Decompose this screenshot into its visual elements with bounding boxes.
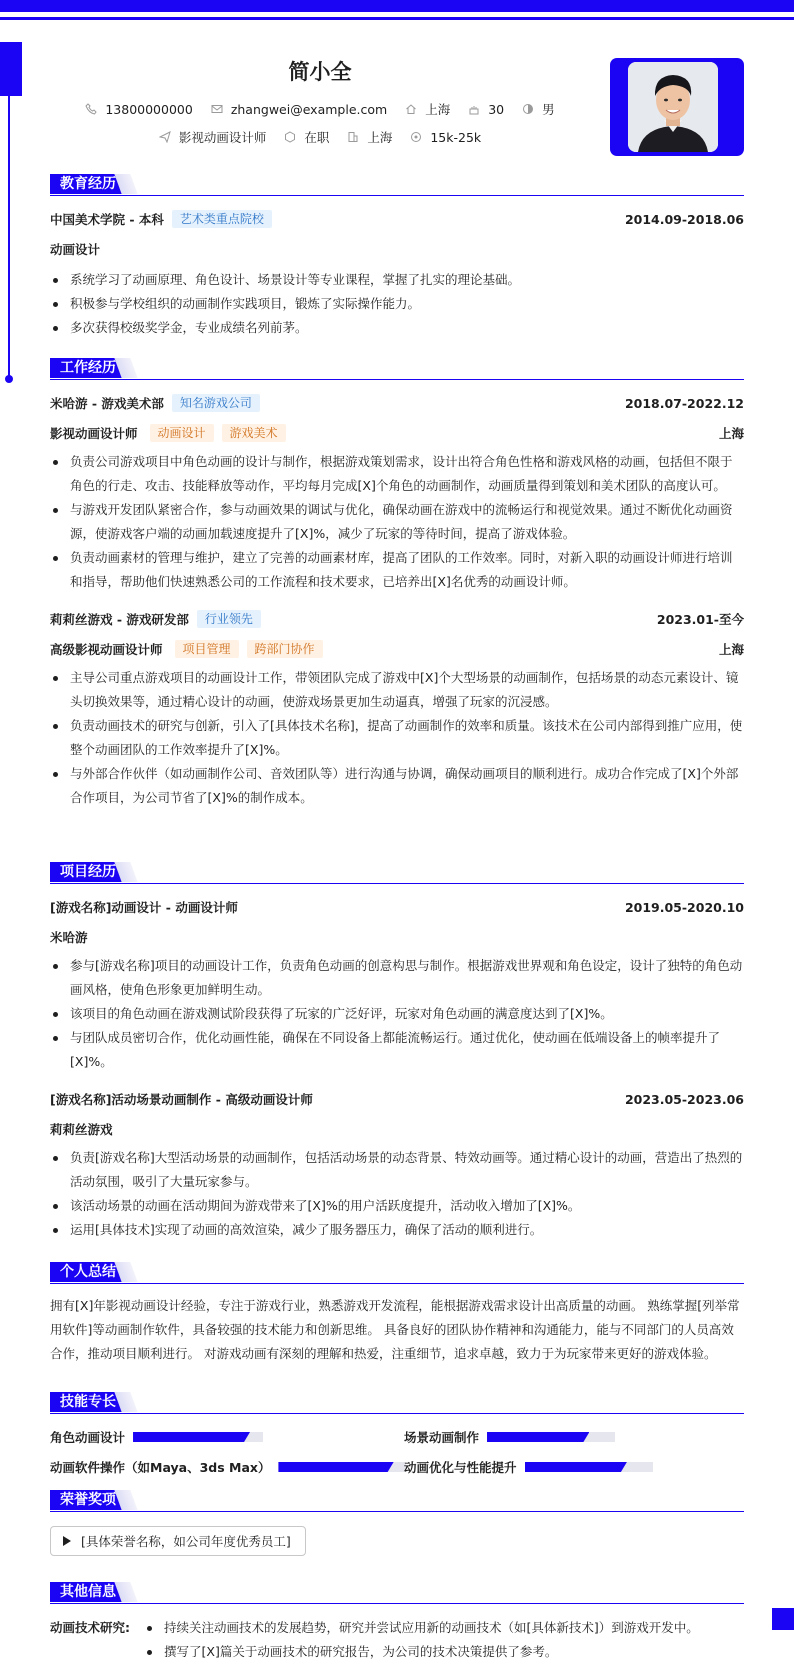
list-item: 负责公司游戏项目中角色动画的设计与制作，根据游戏策划需求，设计出符合角色性格和游戏风格的动画，包括但不限于角色的行走、攻击、技能释放等动作，平均每月完成[X]个角色的动画制作，动画质量得到策划和美术团队的高度认可。	[50, 450, 744, 498]
section-rule	[50, 379, 744, 380]
role-tag: 项目管理	[175, 640, 239, 658]
gender-item	[522, 100, 555, 118]
status-item	[284, 128, 329, 146]
age-text: 30	[488, 101, 505, 117]
side-accent-block	[0, 42, 22, 96]
list-item: 多次获得校级奖学金，专业成绩名列前茅。	[50, 316, 744, 340]
work-entry	[50, 606, 744, 810]
other-info-row	[50, 1640, 744, 1664]
skill-bar	[525, 1462, 653, 1472]
skill-bar-fill	[525, 1462, 627, 1472]
list-item: 运用[具体技术]实现了动画的高效渲染，减少了服务器压力，确保了活动的顺利进行。	[50, 1218, 744, 1242]
status-text: 在职	[304, 130, 330, 145]
award-text: [具体荣誉名称，如公司年度优秀员工]	[81, 1534, 291, 1549]
education-period: 2014.09-2018.06	[624, 211, 744, 227]
work-section	[50, 358, 744, 810]
other-section-header	[50, 1582, 744, 1604]
skills-grid	[50, 1420, 744, 1484]
role-name: 高级影视动画设计师	[50, 642, 163, 657]
other-info-list	[50, 1616, 744, 1664]
triangle-right-icon	[63, 1536, 71, 1546]
projects-section-header	[50, 862, 744, 884]
skill-item	[50, 1428, 263, 1446]
salary-icon	[410, 131, 422, 143]
company-name: 米哈游 - 游戏美术部	[50, 396, 164, 411]
education-section-header	[50, 174, 744, 196]
home-icon	[405, 103, 417, 115]
work-role-row	[50, 420, 744, 446]
salary-text: 15k-25k	[430, 129, 482, 145]
summary-text: 拥有[X]年影视动画设计经验，专注于游戏行业，熟悉游戏开发流程，能根据游戏需求设计出高质量的动画。 熟练掌握[列举常用软件]等动画制作软件，具备较强的技术能力和创新思维。 具备良好的团队协作精神和沟通能力，能与不同部门的人员高效合作，推动项目顺利进行。 对游戏动画有深刻的理解和热爱，注重细节，追求卓越，致力于为玩家带来更好的游戏体验。	[50, 1298, 740, 1361]
work-location: 上海	[718, 426, 744, 441]
position-item	[159, 128, 267, 146]
education-section	[50, 174, 744, 340]
resume-page	[50, 0, 744, 1659]
company-tag: 知名游戏公司	[172, 394, 260, 412]
project-name: [游戏名称]活动场景动画制作 - 高级动画设计师	[50, 1092, 313, 1107]
skills-section	[50, 1392, 744, 1484]
school-name: 中国美术学院 - 本科	[50, 212, 164, 227]
project-bullets	[50, 1146, 744, 1242]
corner-accent-block	[772, 1608, 794, 1630]
work-location: 上海	[718, 642, 744, 657]
target-city-item	[347, 128, 392, 146]
work-bullets	[50, 666, 744, 810]
company-name: 莉莉丝游戏 - 游戏研发部	[50, 612, 189, 627]
contact-info-row	[50, 100, 590, 118]
skill-item	[404, 1458, 653, 1476]
list-item: 与游戏开发团队紧密合作，参与动画效果的调试与优化，确保动画在游戏中的流畅运行和视觉效果。通过不断优化动画资源，使游戏客户端的动画加载速度提升了[X]%，减少了玩家的等待时间，提高了游戏体验。	[50, 498, 744, 546]
work-entry-header	[50, 390, 744, 416]
list-item: 负责动画素材的管理与维护，建立了完善的动画素材库，提高了团队的工作效率。同时，对新入职的动画设计师进行培训和指导，帮助他们快速熟悉公司的工作流程和技术要求，已培养出[X]名优秀的动画设计师。	[50, 546, 744, 594]
list-item: 该项目的角色动画在游戏测试阶段获得了玩家的广泛好评，玩家对角色动画的满意度达到了[X]%。	[50, 1002, 744, 1026]
phone-item	[85, 102, 192, 117]
project-entry	[50, 1086, 744, 1242]
email-text: zhangwei@example.com	[230, 101, 388, 117]
project-entry	[50, 894, 744, 1074]
side-accent-line	[8, 90, 10, 378]
skill-bar-fill	[487, 1432, 589, 1442]
project-org-row	[50, 924, 744, 950]
project-entry-header	[50, 894, 744, 920]
project-period: 2019.05-2020.10	[624, 899, 744, 915]
section-title: 个人总结	[50, 1262, 126, 1282]
other-info-row	[50, 1616, 744, 1640]
summary-section-header	[50, 1262, 744, 1284]
skill-item	[404, 1428, 615, 1446]
status-icon	[284, 131, 296, 143]
other-info-label: 动画技术研究:	[50, 1620, 130, 1635]
list-item: 参与[游戏名称]项目的动画设计工作，负责角色动画的创意构思与制作。根据游戏世界观和角色设定，设计了独特的角色动画风格，使角色形象更加鲜明生动。	[50, 954, 744, 1002]
city-text: 上海	[425, 102, 451, 117]
list-item: 与团队成员密切合作，优化动画性能，确保在不同设备上都能流畅运行。通过优化，使动画在低端设备上的帧率提升了[X]%。	[50, 1026, 744, 1074]
work-period: 2023.01-至今	[656, 612, 744, 627]
section-title: 技能专长	[50, 1392, 126, 1412]
list-item: 该活动场景的动画在活动期间为游戏带来了[X]%的用户活跃度提升，活动收入增加了[X]%。	[50, 1194, 744, 1218]
work-period: 2018.07-2022.12	[624, 395, 744, 411]
age-icon	[468, 103, 480, 115]
section-rule	[50, 1603, 744, 1604]
company-tag: 行业领先	[197, 610, 261, 628]
photo-frame	[610, 58, 744, 156]
skill-bar	[278, 1462, 406, 1472]
list-item: 负责[游戏名称]大型活动场景的动画制作，包括活动场景的动态背景、特效动画等。通过精心设计的动画，营造出了热烈的活动氛围，吸引了大量玩家参与。	[50, 1146, 744, 1194]
email-item	[211, 102, 387, 117]
section-title: 荣誉奖项	[50, 1490, 126, 1510]
section-rule	[50, 883, 744, 884]
list-item: 系统学习了动画原理、角色设计、场景设计等专业课程，掌握了扎实的理论基础。	[50, 268, 744, 292]
work-bullets	[50, 450, 744, 594]
role-tag: 动画设计	[150, 424, 214, 442]
gender-icon	[522, 103, 534, 115]
education-bullets	[50, 268, 744, 340]
list-item: 持续关注动画技术的发展趋势，研究并尝试应用新的动画技术（如[具体新技术]）到游戏开发中。	[144, 1616, 699, 1640]
position-text: 影视动画设计师	[178, 130, 267, 145]
role-tag: 游戏美术	[222, 424, 286, 442]
project-name: [游戏名称]动画设计 - 动画设计师	[50, 900, 238, 915]
salary-item	[410, 130, 481, 145]
school-tag: 艺术类重点院校	[172, 210, 272, 228]
major-name: 动画设计	[50, 242, 101, 257]
section-title: 项目经历	[50, 862, 126, 882]
work-entry	[50, 390, 744, 594]
skills-section-header	[50, 1392, 744, 1414]
role-tag: 跨部门协作	[247, 640, 323, 658]
section-title: 教育经历	[50, 174, 126, 194]
skill-name: 角色动画设计	[50, 1430, 126, 1445]
project-bullets	[50, 954, 744, 1074]
city-item	[405, 100, 450, 118]
skill-bar-fill	[278, 1462, 393, 1472]
mail-icon	[211, 103, 223, 115]
section-rule	[50, 195, 744, 196]
education-major-row	[50, 236, 744, 262]
project-entry-header	[50, 1086, 744, 1112]
candidate-name: 简小全	[288, 60, 352, 84]
skill-bar	[487, 1432, 615, 1442]
section-rule	[50, 1283, 744, 1284]
list-item: 积极参与学校组织的动画制作实践项目，锻炼了实际操作能力。	[50, 292, 744, 316]
send-icon	[159, 131, 171, 143]
skill-name: 场景动画制作	[404, 1430, 480, 1445]
skill-name: 动画软件操作（如Maya、3ds Max）	[50, 1460, 271, 1475]
list-item: 负责动画技术的研究与创新，引入了[具体技术名称]，提高了动画制作的效率和质量。该技术在公司内部得到推广应用，使整个动画团队的工作效率提升了[X]%。	[50, 714, 744, 762]
skill-bar	[133, 1432, 263, 1442]
project-org: 莉莉丝游戏	[50, 1122, 113, 1137]
honors-section	[50, 1490, 744, 1556]
job-intent-row	[50, 128, 590, 146]
target-city-text: 上海	[367, 130, 393, 145]
skill-name: 动画优化与性能提升	[404, 1460, 517, 1475]
section-title: 工作经历	[50, 358, 126, 378]
honors-section-header	[50, 1490, 744, 1512]
building-icon	[347, 131, 359, 143]
skill-bar-fill	[133, 1432, 250, 1442]
project-org-row	[50, 1116, 744, 1142]
side-accent-dot	[5, 375, 13, 383]
list-item: 撰写了[X]篇关于动画技术的研究报告，为公司的技术决策提供了参考。	[144, 1640, 557, 1664]
work-section-header	[50, 358, 744, 380]
role-name: 影视动画设计师	[50, 426, 138, 441]
other-section	[50, 1582, 744, 1664]
avatar	[628, 62, 718, 152]
resume-header	[50, 0, 744, 172]
age-item	[468, 102, 504, 117]
section-title: 其他信息	[50, 1582, 126, 1602]
section-rule	[50, 1511, 744, 1512]
list-item: 与外部合作伙伴（如动画制作公司、音效团队等）进行沟通与协调，确保动画项目的顺利进行。成功合作完成了[X]个外部合作项目，为公司节省了[X]%的制作成本。	[50, 762, 744, 810]
work-role-row	[50, 636, 744, 662]
section-rule	[50, 1413, 744, 1414]
summary-section	[50, 1262, 744, 1366]
phone-icon	[85, 103, 97, 115]
skill-item	[50, 1458, 406, 1476]
work-entry-header	[50, 606, 744, 632]
project-org: 米哈游	[50, 930, 88, 945]
gender-text: 男	[542, 102, 555, 117]
list-item: 主导公司重点游戏项目的动画设计工作，带领团队完成了游戏中[X]个大型场景的动画制作，包括场景的动态元素设计、镜头切换效果等，通过精心设计的动画，使游戏场景更加生动逼真，增强了玩家的沉浸感。	[50, 666, 744, 714]
award-item	[50, 1526, 306, 1556]
project-period: 2023.05-2023.06	[624, 1091, 744, 1107]
phone-text: 13800000000	[105, 101, 193, 117]
education-entry-header	[50, 206, 744, 232]
projects-section	[50, 862, 744, 1242]
